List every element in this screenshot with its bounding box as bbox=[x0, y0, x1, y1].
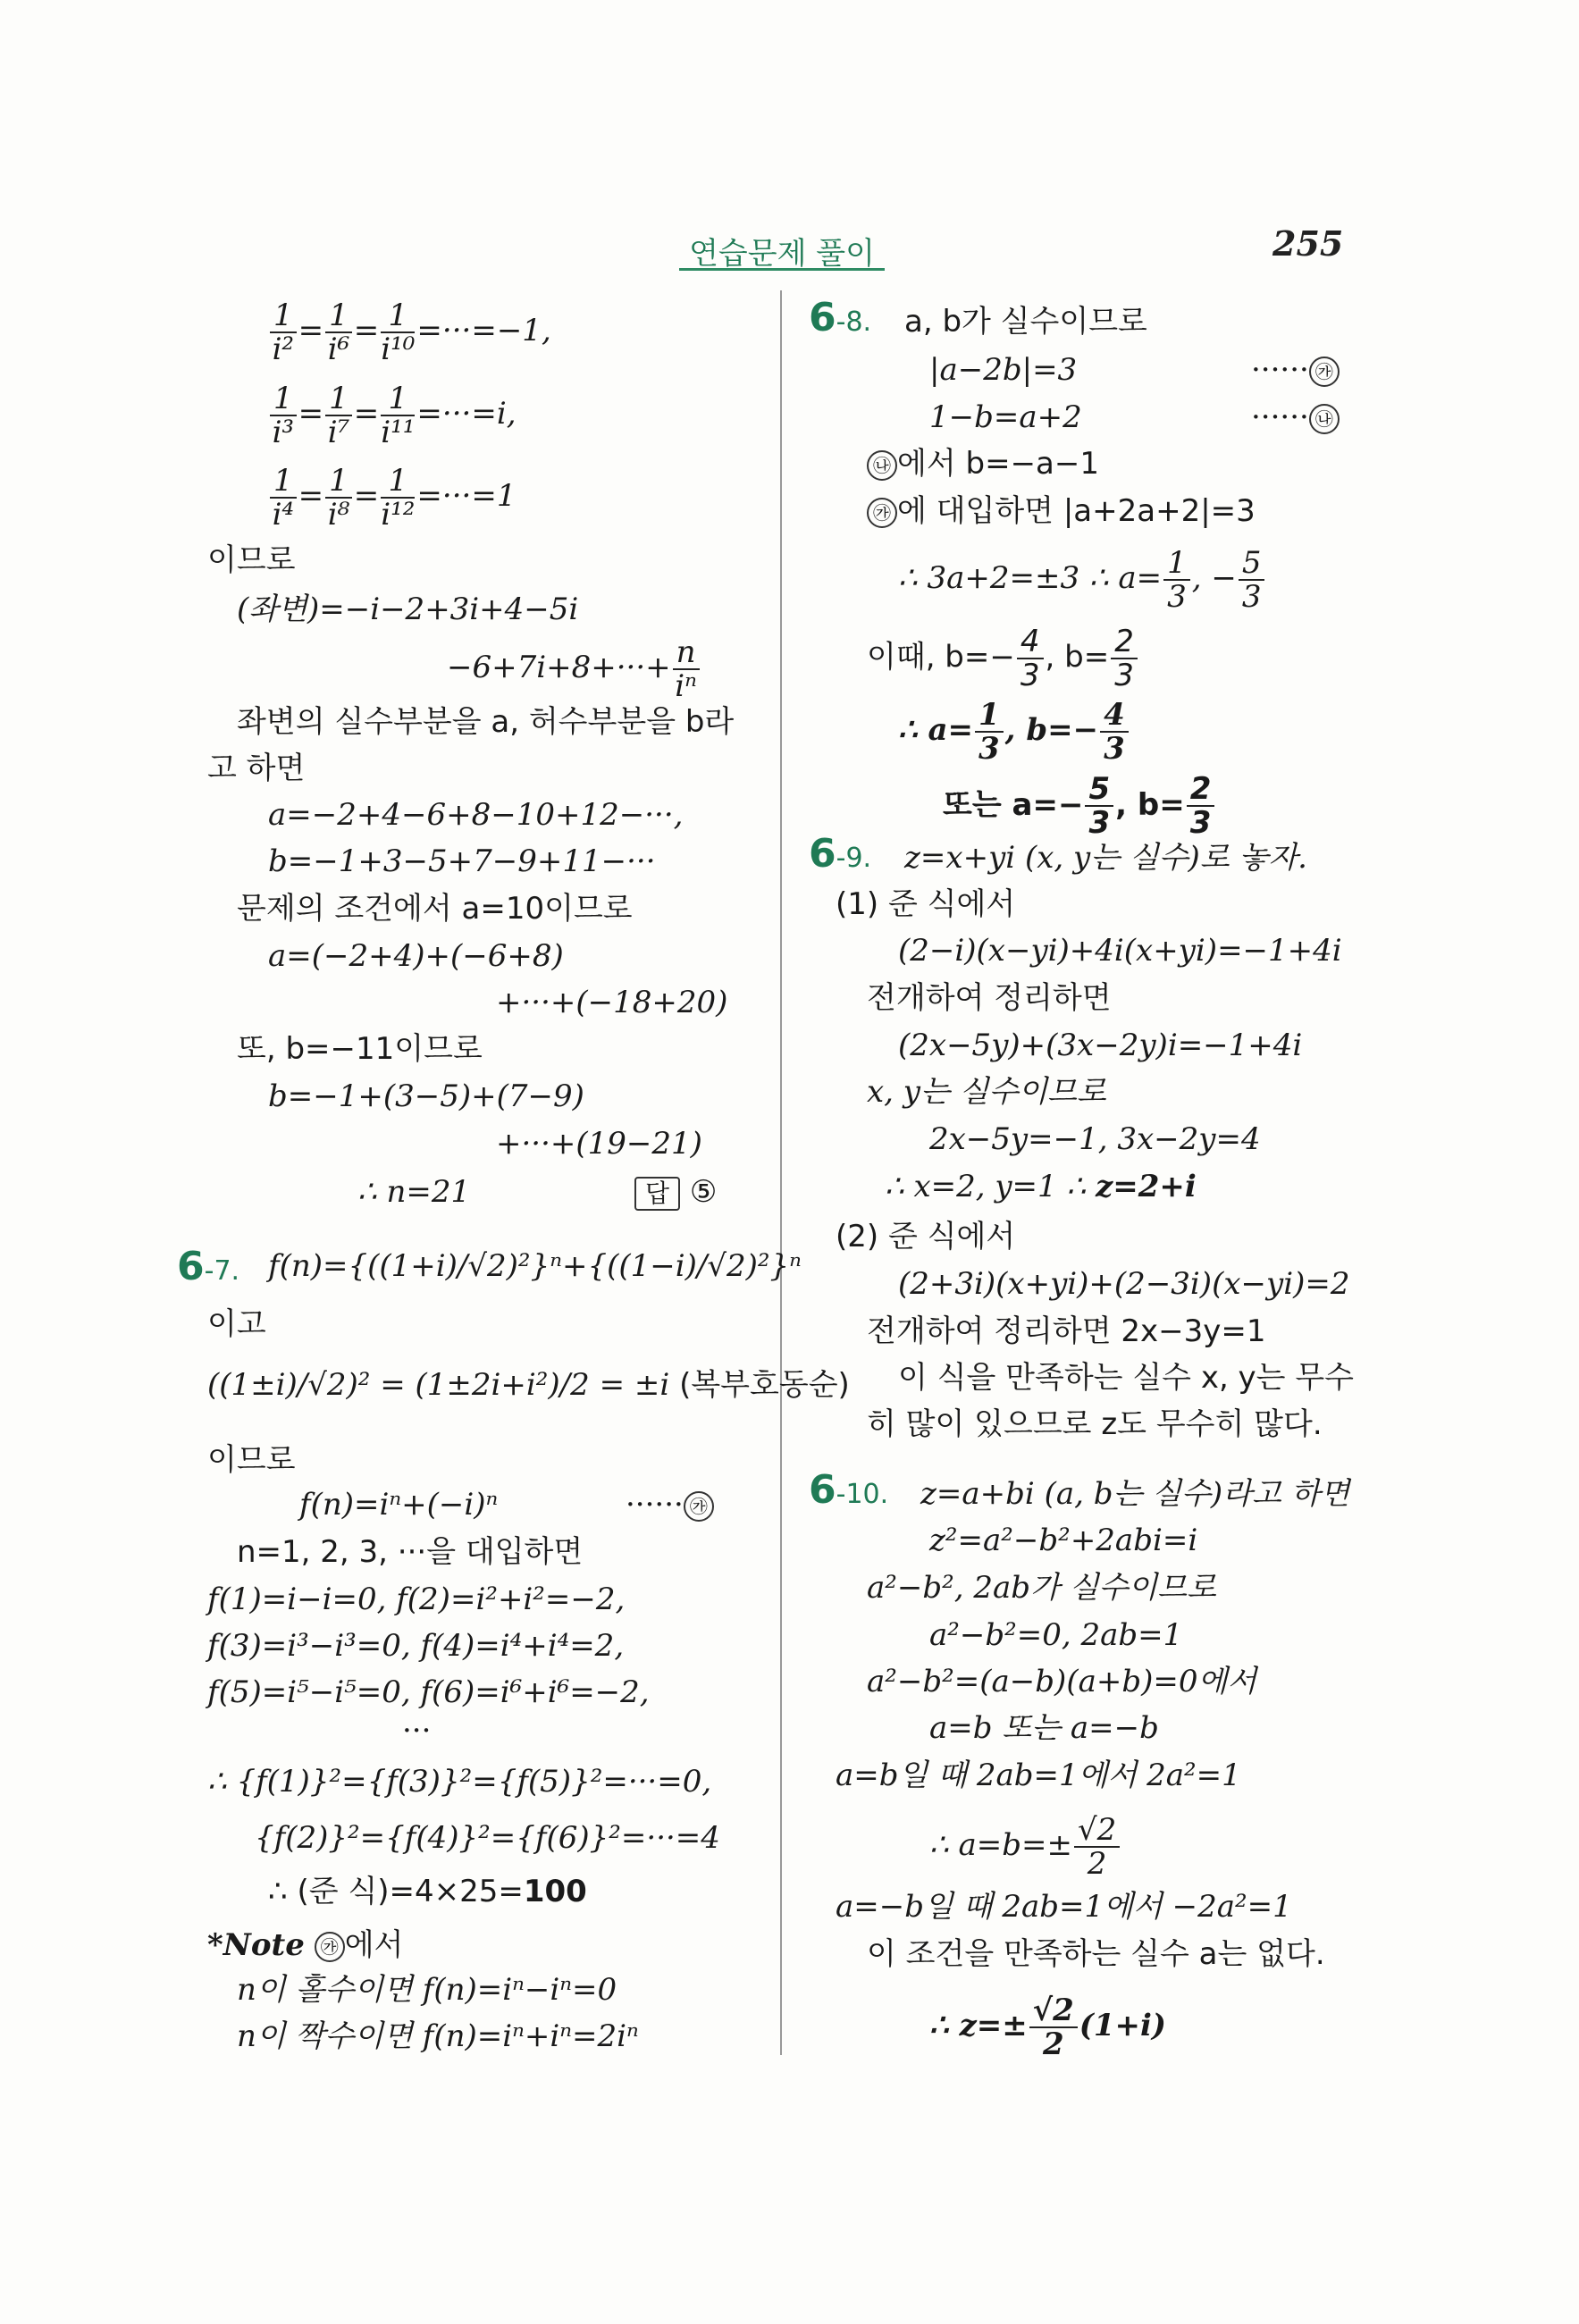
problem-6-9-number: 6-9. bbox=[809, 831, 872, 877]
note-odd: n이 홀수이면 f(n)=iⁿ−iⁿ=0 bbox=[237, 1972, 617, 2008]
circle-ga-icon: ㉮ bbox=[1309, 357, 1340, 387]
substitute-line: ㉮ 에 대입하면 |a+2a+2|=3 bbox=[867, 491, 1256, 531]
text-imuro-2: 이므로 bbox=[207, 1442, 296, 1478]
case-1: a=b일 때 2ab=1에서 2a²=1 bbox=[836, 1758, 1241, 1793]
column-divider bbox=[780, 290, 782, 2055]
f-values-3-4: f(3)=i³−i³=0, f(4)=i⁴+i⁴=2, bbox=[207, 1628, 625, 1664]
circle-na-icon: ㉯ bbox=[1309, 404, 1340, 434]
problem-6-7-equation: f(n)={((1+i)/√2)²}ⁿ+{((1−i)/√2)²}ⁿ bbox=[268, 1248, 802, 1284]
note-line: *Note ㉮ 에서 bbox=[207, 1927, 404, 1963]
result-a-values: ∴ 3a+2=±3 ∴ a= $\frac{1}{3}$ , − $\frac{5}{3}$ bbox=[898, 547, 1266, 613]
abs-equation: |a−2b|=3 bbox=[929, 352, 1078, 388]
final-answer-2: 또는 a=− $\frac{5}{3}$ , b= $\frac{2}{3}$ bbox=[943, 773, 1216, 839]
continuation-dots: ··· bbox=[402, 1713, 432, 1749]
answer-box: 답 bbox=[634, 1177, 680, 1211]
text-also: 또, b=−11이므로 bbox=[237, 1031, 483, 1067]
case-2-text: 이 조건을 만족하는 실수 a는 없다. bbox=[867, 1936, 1325, 1972]
final-answer-1: ∴ a= $\frac{1}{3}$ , b=− $\frac{4}{3}$ bbox=[898, 699, 1130, 765]
case-2: a=−b일 때 2ab=1에서 −2a²=1 bbox=[836, 1889, 1292, 1925]
squares-even: {f(2)}²={f(4)}²={f(6)}²=···=4 bbox=[255, 1820, 720, 1856]
note-label: *Note bbox=[207, 1927, 305, 1963]
total-result: ∴ (준 식)=4×25=100 bbox=[268, 1874, 587, 1909]
s2-equation: (2+3i)(x+yi)+(2−3i)(x−yi)=2 bbox=[898, 1266, 1350, 1302]
factorization: a²−b²=(a−b)(a+b)=0에서 bbox=[867, 1664, 1257, 1699]
problem-6-10-head: z=a+bi (a, b는 실수)라고 하면 bbox=[920, 1476, 1350, 1512]
fn-tag: ······ ㉮ bbox=[626, 1485, 714, 1524]
s1-system: 2x−5y=−1, 3x−2y=4 bbox=[929, 1121, 1261, 1157]
reciprocal-line-1: $\frac{1}{\text{i²}}$ = $\frac{1}{\text{i⁶}}$ = $\frac{1}{\text{i¹⁰}}$ =···=−1, bbox=[268, 299, 551, 365]
tag-1: ······ ㉮ bbox=[1251, 350, 1340, 390]
f-values-5-6: f(5)=i⁵−i⁵=0, f(6)=i⁶+i⁶=−2, bbox=[207, 1674, 650, 1710]
s1-expand: 전개하여 정리하면 bbox=[867, 980, 1112, 1016]
s1-equation: (2−i)(x−yi)+4i(x+yi)=−1+4i bbox=[898, 933, 1342, 969]
system-2: a²−b²=0, 2ab=1 bbox=[929, 1617, 1183, 1653]
cases: a=b 또는 a=−b bbox=[929, 1710, 1159, 1746]
squares-odd: ∴ {f(1)}²={f(3)}²={f(5)}²=···=0, bbox=[207, 1764, 712, 1800]
problem-6-8-head: a, b가 실수이므로 bbox=[904, 304, 1147, 340]
problem-6-9-head: z=x+yi (x, y는 실수)로 놓자. bbox=[904, 840, 1307, 876]
circle-ga-icon: ㉮ bbox=[684, 1491, 714, 1522]
lhs-line-1: (좌변)=−i−2+3i+4−5i bbox=[237, 591, 579, 627]
problem-6-7-number: 6-7. bbox=[177, 1244, 240, 1289]
s1-result: ∴ x=2, y=1 ∴ z=2+i bbox=[885, 1169, 1197, 1204]
a-grouping-2: +···+(−18+20) bbox=[496, 985, 728, 1020]
b-grouping-2: +···+(19−21) bbox=[496, 1126, 702, 1162]
s2-text-2: 히 많이 있으므로 z도 무수히 많다. bbox=[867, 1406, 1323, 1442]
final-z: ∴ z=± $\frac{√2}{2}$ (1+i) bbox=[929, 1993, 1167, 2062]
tag-2: ······ ㉯ bbox=[1251, 398, 1340, 437]
s2-text-1: 이 식을 만족하는 실수 x, y는 무수 bbox=[898, 1360, 1355, 1396]
s2-expand: 전개하여 정리하면 2x−3y=1 bbox=[867, 1313, 1266, 1349]
z-squared: z²=a²−b²+2abi=i bbox=[929, 1523, 1198, 1558]
linear-equation: 1−b=a+2 bbox=[929, 399, 1082, 435]
f-values-1-2: f(1)=i−i=0, f(2)=i²+i²=−2, bbox=[207, 1581, 626, 1617]
answer-marker bbox=[634, 1172, 717, 1212]
reciprocal-line-3: $\frac{1}{\text{i⁴}}$ = $\frac{1}{\text{i⁸}}$ = $\frac{1}{\text{i¹²}}$ =···=1 bbox=[268, 465, 516, 531]
note-even: n이 짝수이면 f(n)=iⁿ+iⁿ=2iⁿ bbox=[237, 2018, 639, 2054]
circle-ga-icon: ㉮ bbox=[867, 498, 897, 528]
b-series: b=−1+3−5+7−9+11−··· bbox=[268, 843, 656, 879]
reciprocal-line-2: $\frac{1}{\text{i³}}$ = $\frac{1}{\text{i⁷}}$ = $\frac{1}{\text{i¹¹}}$ =···=i, bbox=[268, 382, 517, 449]
subproblem-1: (1) 준 식에서 bbox=[836, 886, 1016, 922]
fn-equation: f(n)=iⁿ+(−i)ⁿ bbox=[299, 1487, 499, 1523]
result-n21: ∴ n=21 bbox=[357, 1174, 471, 1210]
subproblem-2: (2) 준 식에서 bbox=[836, 1219, 1016, 1254]
lhs-line-2: −6+7i+8+···+ $\frac{n}{\text{iⁿ}}$ bbox=[447, 636, 701, 702]
s1-real: x, y는 실수이므로 bbox=[867, 1074, 1106, 1110]
circle-na-icon: ㉯ bbox=[867, 450, 897, 481]
text-real-imag-1: 좌변의 실수부분을 a, 허수부분을 b라 bbox=[237, 704, 735, 740]
problem-6-10-number: 6-10. bbox=[809, 1467, 889, 1513]
text-real-imag-2: 고 하면 bbox=[207, 751, 306, 786]
s1-equation-2: (2x−5y)+(3x−2y)i=−1+4i bbox=[898, 1028, 1303, 1063]
case-1-result: ∴ a=b=± $\frac{√2}{2}$ bbox=[929, 1814, 1121, 1880]
a-series: a=−2+4−6+8−10+12−···, bbox=[268, 797, 684, 833]
circle-ga-icon: ㉮ bbox=[315, 1932, 345, 1962]
text-condition: 문제의 조건에서 a=10이므로 bbox=[237, 891, 633, 927]
pm-equation: ((1±i)/√2)² = (1±2i+i²)/2 = ±i (복부호동순) bbox=[207, 1367, 850, 1403]
text-substitute: n=1, 2, 3, ···을 대입하면 bbox=[237, 1534, 584, 1570]
text-imuro: 이므로 bbox=[207, 542, 296, 578]
answer-number: ⑤ bbox=[689, 1174, 718, 1210]
then-b-values: 이때, b=− $\frac{4}{3}$ , b= $\frac{2}{3}$ bbox=[867, 625, 1139, 692]
problem-6-8-number: 6-8. bbox=[809, 295, 872, 340]
real-condition: a²−b², 2ab가 실수이므로 bbox=[867, 1570, 1216, 1606]
a-grouping-1: a=(−2+4)+(−6+8) bbox=[268, 938, 564, 974]
text-igo: 이고 bbox=[207, 1306, 266, 1342]
from-2-line: ㉯ 에서 b=−a−1 bbox=[867, 444, 1099, 483]
b-grouping-1: b=−1+(3−5)+(7−9) bbox=[268, 1078, 584, 1114]
page-number: 255 bbox=[1272, 223, 1344, 264]
section-title: 연습문제 풀이 bbox=[679, 229, 885, 271]
